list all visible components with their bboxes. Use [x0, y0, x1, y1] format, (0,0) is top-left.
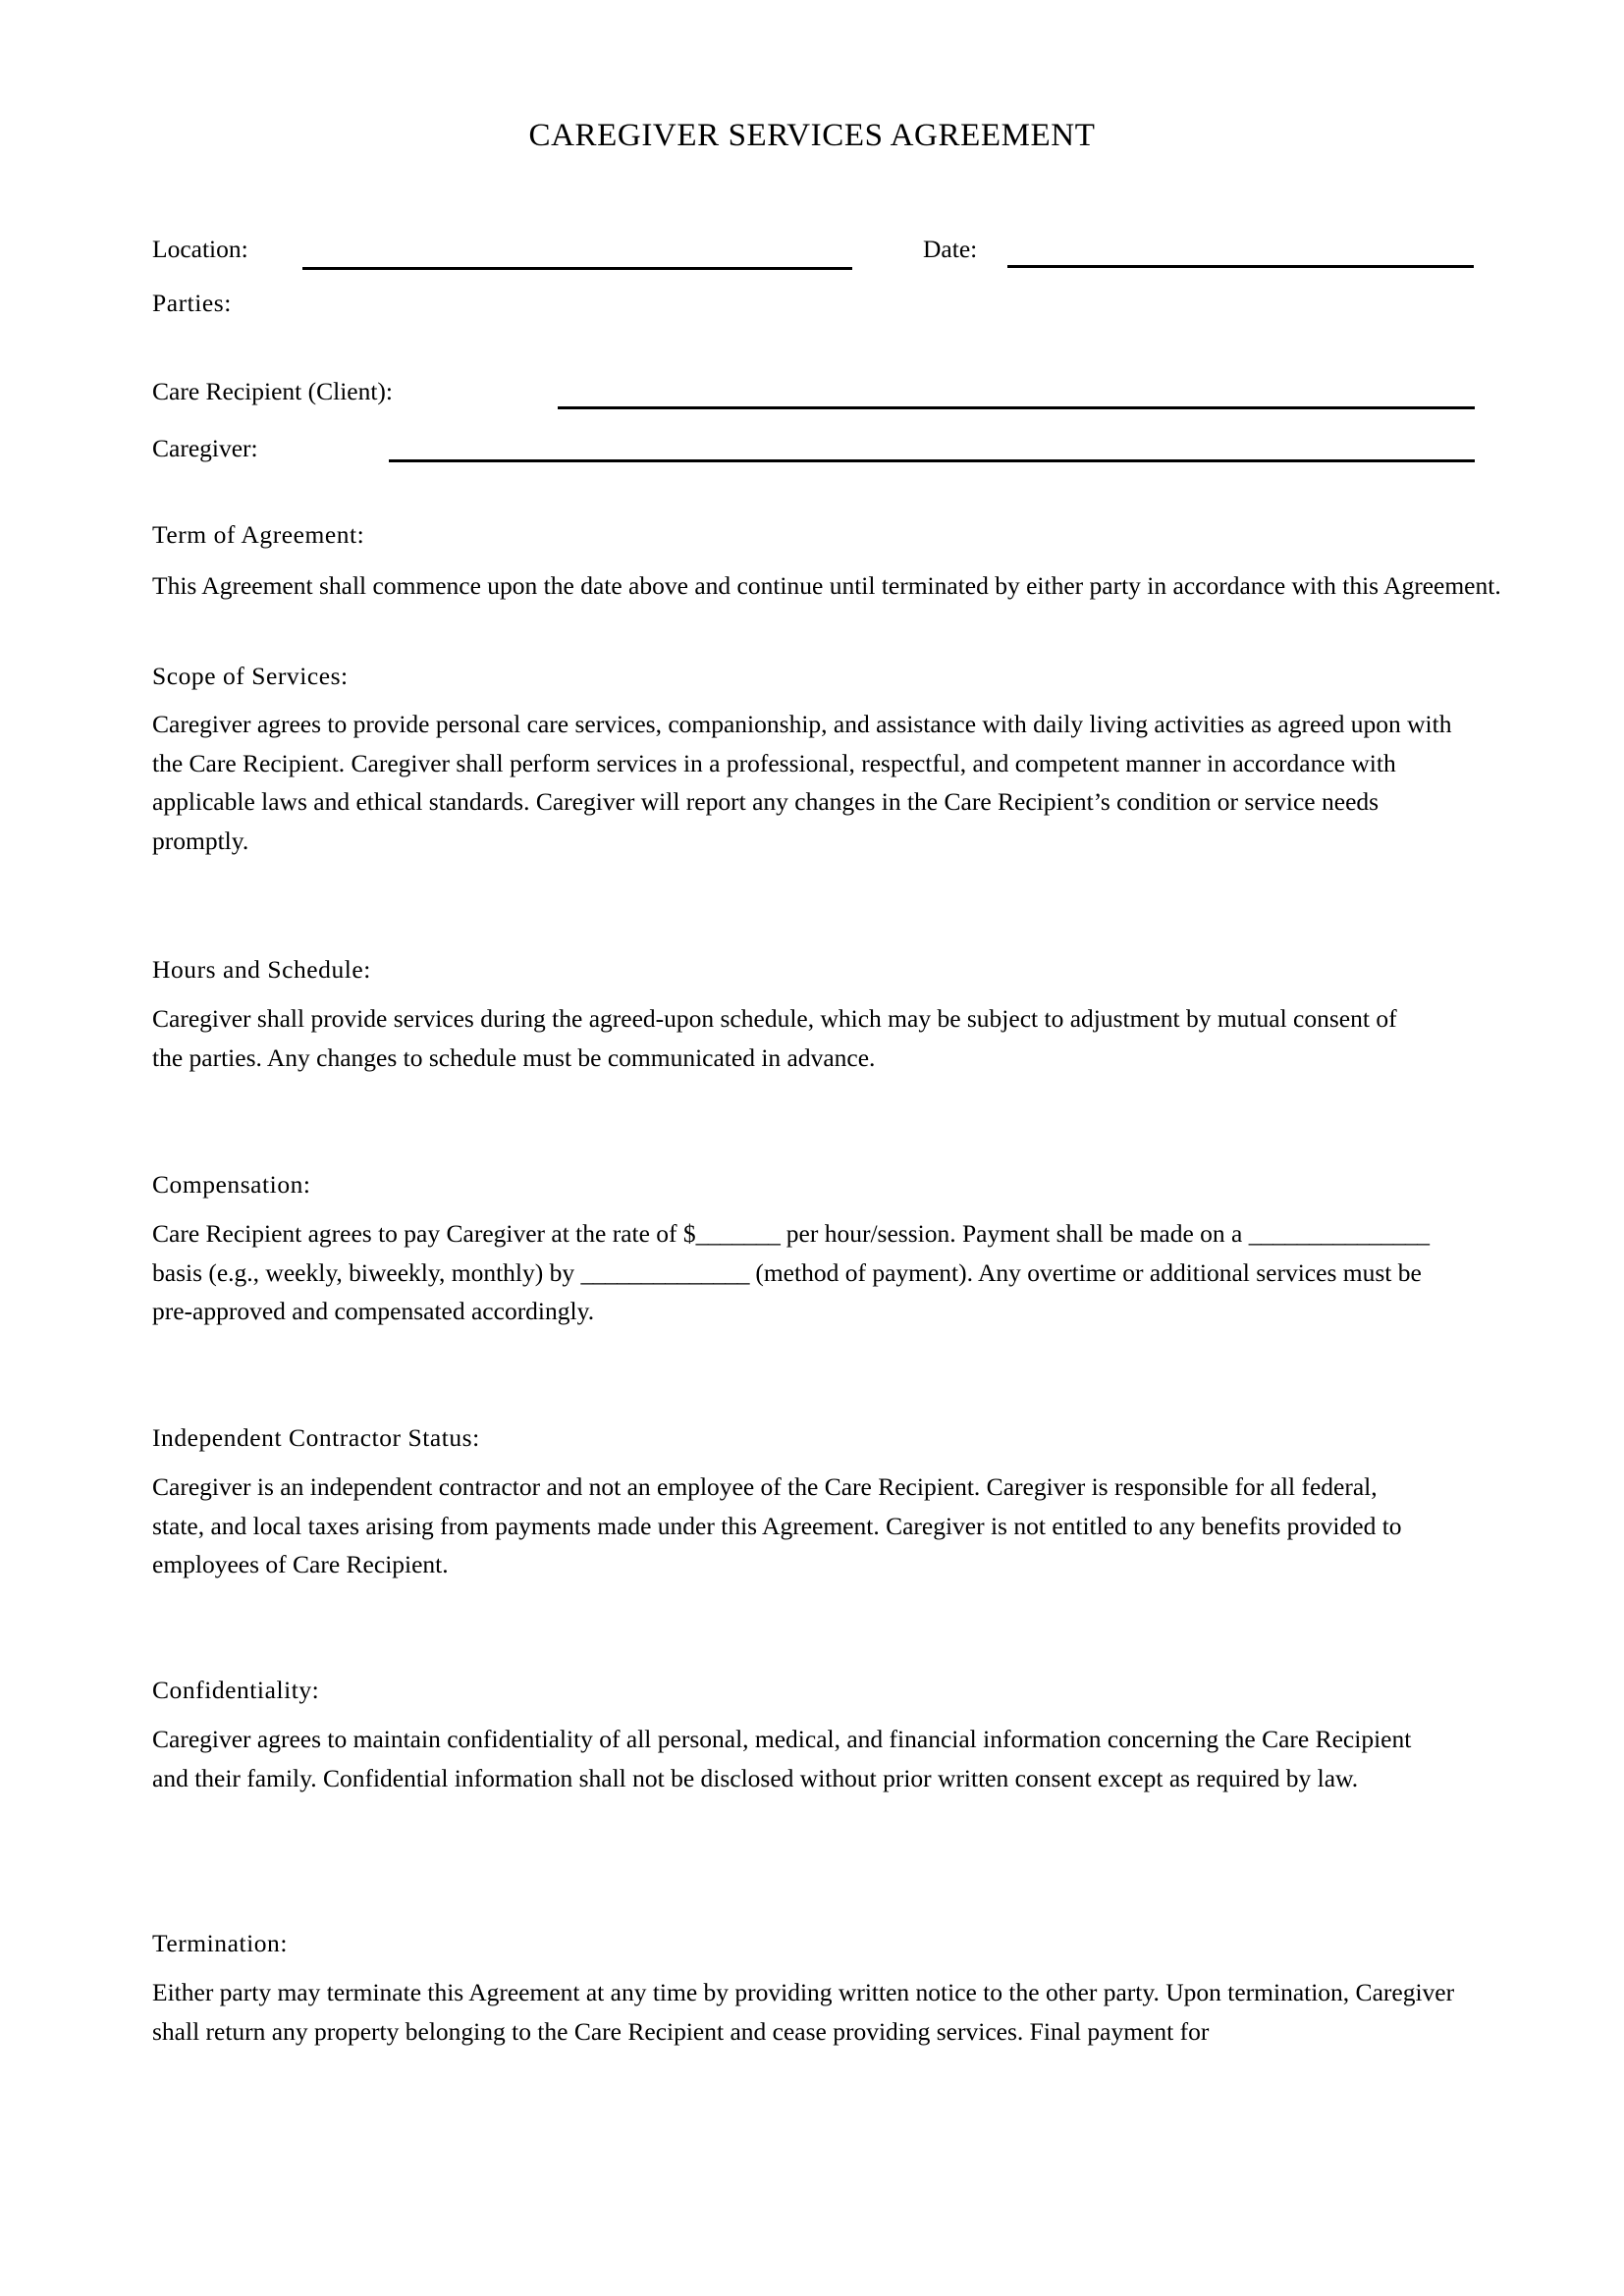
compensation-method-blank[interactable]: ______________: [580, 1257, 749, 1287]
document-title: CAREGIVER SERVICES AGREEMENT: [528, 118, 1096, 153]
compensation-frequency-blank[interactable]: _______________: [1248, 1219, 1430, 1248]
caregiver-label: Caregiver:: [152, 434, 258, 462]
termination-heading: Termination:: [152, 1929, 288, 1957]
hours-and-schedule-heading: Hours and Schedule:: [152, 955, 371, 984]
date-input-rule[interactable]: [1007, 265, 1474, 268]
compensation-text-4: (method of payment). Any overtime or additional services must be pre-approved and compensated accordingly.: [152, 1257, 1422, 1325]
scope-of-services-body: Caregiver agrees to provide personal care services, companionship, and assistance with daily living activities as agreed upon with the Care Recipient. Caregiver shall perform services in a professional, respectful, and competent manner in accordance with applicable laws and ethical standards. Caregiver will report any changes in the Care Recipient’s condition or service needs promptly.: [152, 710, 1452, 855]
compensation-heading: Compensation:: [152, 1170, 311, 1199]
compensation-rate-blank[interactable]: _______: [695, 1219, 781, 1248]
termination-body: Either party may terminate this Agreement at any time by providing written notice to the other party. Upon termination, Caregiver shall return any property belonging to the Care Recipient and cease providing services. Final payment for: [152, 1978, 1455, 2046]
parties-heading: Parties:: [152, 289, 232, 317]
confidentiality-heading: Confidentiality:: [152, 1676, 320, 1704]
hours-and-schedule-body: Caregiver shall provide services during the agreed-upon schedule, which may be subject to adjustment by mutual consent of the parties. Any changes to schedule must be communicated in advance.: [152, 1004, 1397, 1072]
date-label: Date:: [923, 235, 978, 263]
independent-contractor-status-heading: Independent Contractor Status:: [152, 1423, 480, 1452]
location-label: Location:: [152, 235, 248, 263]
care-recipient-input-rule[interactable]: [558, 406, 1475, 409]
compensation-text-1: Care Recipient agrees to pay Caregiver at the rate of $: [152, 1219, 696, 1248]
compensation-body: [152, 1214, 1448, 1331]
caregiver-input-rule[interactable]: [389, 459, 1475, 462]
care-recipient-label: Care Recipient (Client):: [152, 377, 394, 405]
independent-contractor-status-body: Caregiver is an independent contractor and not an employee of the Care Recipient. Caregiver is responsible for all federal, state, and local taxes arising from payments made under this Agreement. Caregiver is not entitled to any benefits provided to employees of Care Recipient.: [152, 1472, 1402, 1578]
term-of-agreement-body: This Agreement shall commence upon the date above and continue until terminated by either party in accordance with this Agreement.: [152, 571, 1501, 600]
compensation-text-3: basis (e.g., weekly, biweekly, monthly) by: [152, 1257, 581, 1287]
location-input-rule[interactable]: [302, 267, 852, 270]
compensation-text-2: per hour/session. Payment shall be made on a: [780, 1219, 1249, 1248]
confidentiality-body: Caregiver agrees to maintain confidentiality of all personal, medical, and financial information concerning the Care Recipient and their family. Confidential information shall not be disclosed without prior written consent except as required by law.: [152, 1725, 1412, 1792]
term-of-agreement-heading: Term of Agreement:: [152, 520, 365, 549]
scope-of-services-heading: Scope of Services:: [152, 662, 349, 690]
